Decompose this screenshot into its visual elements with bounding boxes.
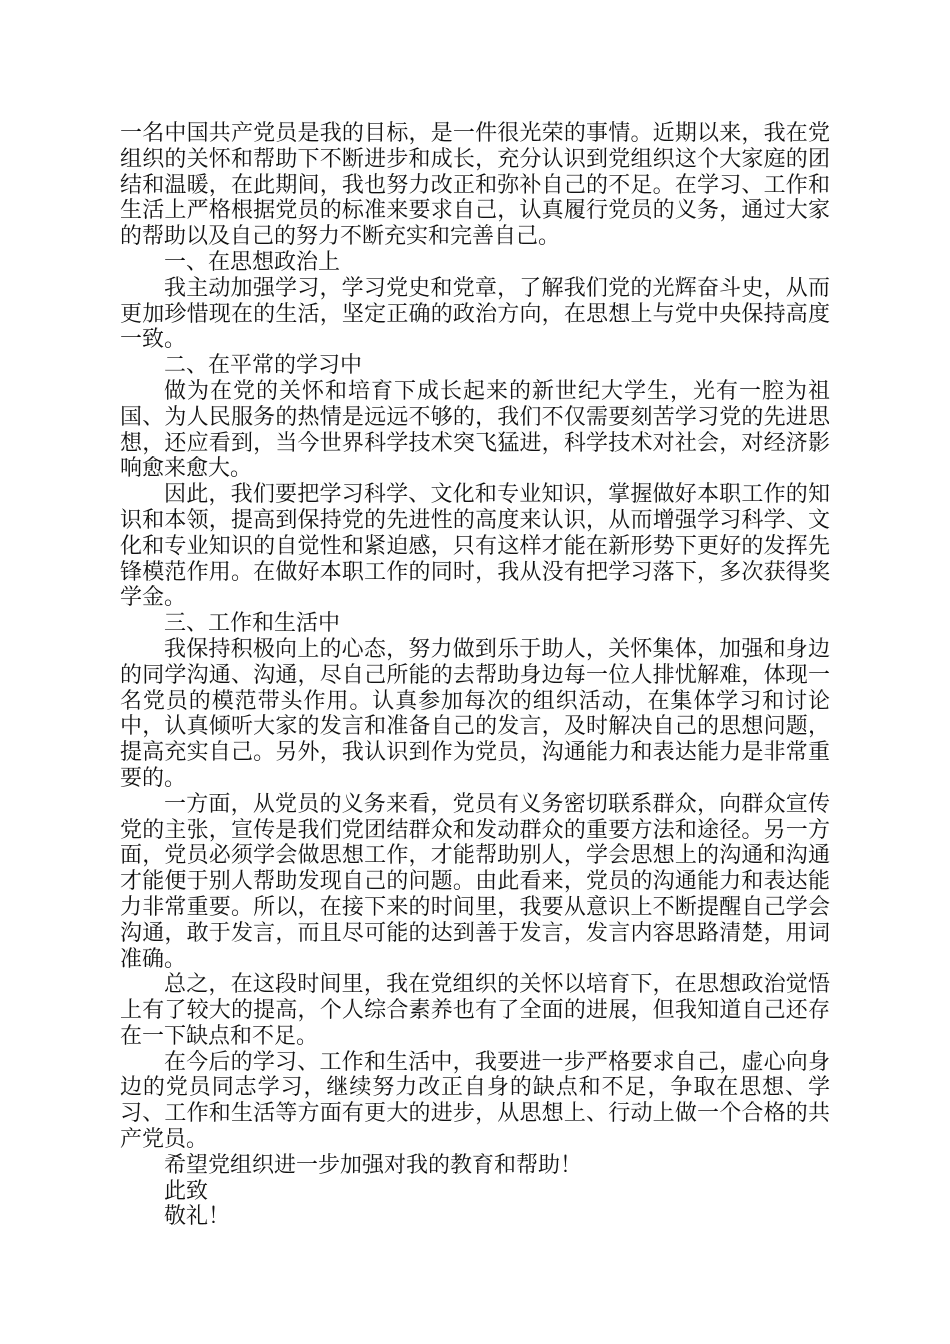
paragraph: 一方面，从党员的义务来看，党员有义务密切联系群众，向群众宣传党的主张，宣传是我们党团结群众和发动群众的重要方法和途径。另一方面，党员必须学会做思想工作，才能帮助别人，学会思想上的沟通和沟通才能便于别人帮助发现自己的问题。由此看来，党员的沟通能力和表达能力非常重要。所以，在接下来的时间里，我要从意识上不断提醒自己学会沟通，敢于发言，而且尽可能的达到善于发言，发言内容思路清楚，用词准确。 (120, 791, 830, 972)
paragraph-intro: 一名中国共产党员是我的目标，是一件很光荣的事情。近期以来，我在党组织的关怀和帮助下不断进步和成长，充分认识到党组织这个大家庭的团结和温暖，在此期间，我也努力改正和弥补自己的不足。在学习、工作和生活上严格根据党员的标准来要求自己，认真履行党员的义务，通过大家的帮助以及自己的努力不断充实和完善自己。 (120, 121, 830, 250)
closing-request: 希望党组织进一步加强对我的教育和帮助！ (164, 1152, 583, 1178)
paragraph: 总之，在这段时间里，我在党组织的关怀以培育下，在思想政治觉悟上有了较大的提高，个人综合素养也有了全面的进展，但我知道自己还存在一下缺点和不足。 (120, 972, 830, 1049)
paragraph: 在今后的学习、工作和生活中，我要进一步严格要求自己，虚心向身边的党员同志学习，继续努力改正自身的缺点和不足，争取在思想、学习、工作和生活等方面有更大的进步，从思想上、行动上做一个合格的共产党员。 (120, 1049, 830, 1153)
section-heading-1: 一、在思想政治上 (164, 249, 341, 275)
paragraph: 我主动加强学习，学习党史和党章，了解我们党的光辉奋斗史，从而更加珍惜现在的生活，坚定正确的政治方向，在思想上与党中央保持高度一致。 (120, 275, 830, 353)
section-heading-3: 三、工作和生活中 (164, 611, 341, 637)
paragraph: 我保持积极向上的心态，努力做到乐于助人，关怀集体，加强和身边的同学沟通、沟通，尽自己所能的去帮助身边每一位人排忧解难，体现一名党员的模范带头作用。认真参加每次的组织活动，在集体学习和讨论中，认真倾听大家的发言和准备自己的发言，及时解决自己的思想问题，提高充实自己。另外，我认识到作为党员，沟通能力和表达能力是非常重要的。 (120, 636, 830, 791)
closing-regards: 敬礼！ (164, 1204, 231, 1230)
closing-salutation: 此致 (164, 1178, 209, 1204)
section-heading-2: 二、在平常的学习中 (164, 353, 363, 379)
paragraph: 因此，我们要把学习科学、文化和专业知识，掌握做好本职工作的知识和本领，提高到保持党的先进性的高度来认识，从而增强学习科学、文化和专业知识的自觉性和紧迫感，只有这样才能在新形势下更好的发挥先锋模范作用。在做好本职工作的同时，我从没有把学习落下，多次获得奖学金。 (120, 482, 830, 611)
document-body (120, 121, 830, 1230)
paragraph: 做为在党的关怀和培育下成长起来的新世纪大学生，光有一腔为祖国、为人民服务的热情是远远不够的，我们不仅需要刻苦学习党的先进思想，还应看到，当今世界科学技术突飞猛进，科学技术对社会，对经济影响愈来愈大。 (120, 378, 830, 482)
